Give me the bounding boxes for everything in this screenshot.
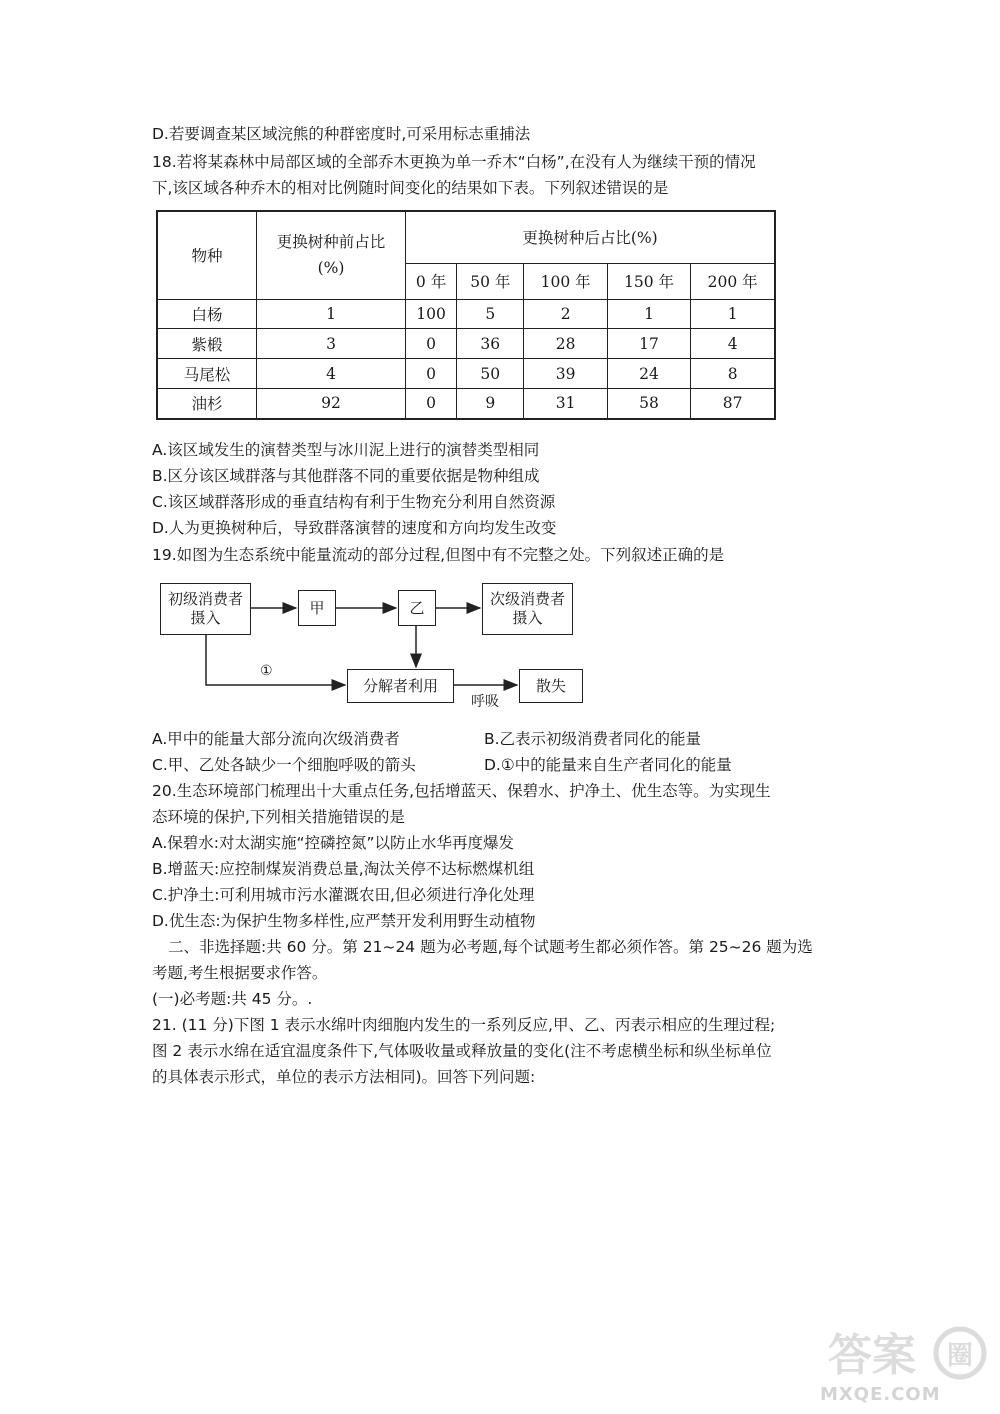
- q20-option-c: C.护净土:可利用城市污水灌溉农田,但必须进行净化处理: [152, 886, 535, 904]
- table-cell: 50: [457, 359, 524, 389]
- q20-stem-line1: 20.生态环境部门梳理出十大重点任务,包括增蓝天、保碧水、护净土、优生态等。为实现生: [152, 782, 771, 800]
- table-cell: 紫椴: [157, 329, 257, 359]
- q18-stem-line2: 下,该区域各种乔木的相对比例随时间变化的结果如下表。下列叙述错误的是: [152, 179, 669, 197]
- table-header-before: 更换树种前占比(%): [257, 211, 406, 299]
- section2-line2: 考题,考生根据要求作答。: [152, 964, 328, 982]
- table-cell: 100: [406, 299, 457, 329]
- table-cell: 4: [257, 359, 406, 389]
- q20-option-a: A.保碧水:对太湖实施“控磷控氮”以防止水华再度爆发: [152, 834, 515, 852]
- q18-option-a: A.该区域发生的演替类型与冰川泥上进行的演替类型相同: [152, 441, 540, 459]
- svg-text:答案: 答案: [828, 1330, 916, 1381]
- q18-option-d: D.人为更换树种后，导致群落演替的速度和方向均发生改变: [152, 519, 557, 537]
- table-cell: 8: [691, 359, 775, 389]
- table-cell: 0: [406, 359, 457, 389]
- svg-text:圈: 圈: [947, 1341, 974, 1371]
- q19-option-b: B.乙表示初级消费者同化的能量: [484, 730, 702, 748]
- species-ratio-table: [156, 210, 776, 420]
- q20-option-d: D.优生态:为保护生物多样性,应严禁开发利用野生动植物: [152, 912, 536, 930]
- pathway-1-label: ①: [260, 663, 273, 679]
- table-header-after: 更换树种后占比(%): [406, 211, 776, 263]
- table-year: 50 年: [457, 263, 524, 299]
- table-cell: 0: [406, 329, 457, 359]
- table-cell: 9: [457, 388, 524, 419]
- q18-option-b: B.区分该区域群落与其他群落不同的重要依据是物种组成: [152, 467, 540, 485]
- table-cell: 87: [691, 388, 775, 419]
- table-row: [157, 329, 775, 359]
- table-row: [157, 388, 775, 419]
- table-cell: 92: [257, 388, 406, 419]
- table-cell: 1: [607, 299, 690, 329]
- table-cell: 1: [257, 299, 406, 329]
- table-cell: 58: [607, 388, 690, 419]
- q21-stem-line3: 的具体表示形式，单位的表示方法相同)。回答下列问题:: [152, 1068, 536, 1086]
- q18-option-c: C.该区域群落形成的垂直结构有利于生物充分利用自然资源: [152, 493, 556, 511]
- table-cell: 马尾松: [157, 359, 257, 389]
- yi-box: 乙: [398, 590, 436, 626]
- table-row: [157, 359, 775, 389]
- q19-option-a: A.甲中的能量大部分流向次级消费者: [152, 730, 400, 748]
- section2-line1: 二、非选择题:共 60 分。第 21~24 题为必考题,每个试题考生都必须作答。第 25~26 题为选: [168, 938, 813, 956]
- q18-stem-line1: 18.若将某森林中局部区域的全部乔木更换为单一乔木“白杨”,在没有人为继续干预的情况: [152, 153, 756, 171]
- table-year: 200 年: [691, 263, 775, 299]
- table-cell: 39: [524, 359, 607, 389]
- q19-option-c: C.甲、乙处各缺少一个细胞呼吸的箭头: [152, 756, 416, 774]
- q17-option-d: D.若要调查某区域浣熊的种群密度时,可采用标志重捕法: [152, 125, 531, 143]
- jia-box: 甲: [298, 590, 336, 626]
- dissipate-box: 散失: [519, 669, 583, 703]
- table-cell: 白杨: [157, 299, 257, 329]
- q19-stem: 19.如图为生态系统中能量流动的部分过程,但图中有不完整之处。下列叙述正确的是: [152, 546, 725, 564]
- table-year: 0 年: [406, 263, 457, 299]
- watermark-text: MXQE.COM: [820, 1384, 941, 1405]
- table-cell: 24: [607, 359, 690, 389]
- energy-flow-diagram: [152, 578, 602, 718]
- q21-stem-line2: 图 2 表示水绵在适宜温度条件下,气体吸收量或释放量的变化(注不考虑横坐标和纵坐标单位: [152, 1042, 772, 1060]
- table-header-species: 物种: [157, 211, 257, 299]
- secondary-consumer-intake-box: 次级消费者摄入: [482, 583, 573, 635]
- section2-line3: (一)必考题:共 45 分。.: [152, 990, 313, 1008]
- table-cell: 5: [457, 299, 524, 329]
- q20-option-b: B.增蓝天:应控制煤炭消费总量,淘汰关停不达标燃煤机组: [152, 860, 535, 878]
- q19-option-d: D.①中的能量来自生产者同化的能量: [484, 756, 732, 774]
- table-cell: 3: [257, 329, 406, 359]
- table-year: 100 年: [524, 263, 607, 299]
- table-cell: 28: [524, 329, 607, 359]
- table-year: 150 年: [607, 263, 690, 299]
- table-cell: 17: [607, 329, 690, 359]
- table-cell: 2: [524, 299, 607, 329]
- table-cell: 4: [691, 329, 775, 359]
- table-cell: 36: [457, 329, 524, 359]
- q20-stem-line2: 态环境的保护,下列相关措施错误的是: [152, 808, 405, 826]
- table-row: [157, 299, 775, 329]
- table-cell: 油杉: [157, 388, 257, 419]
- table-cell: 1: [691, 299, 775, 329]
- q21-stem-line1: 21. (11 分)下图 1 表示水绵叶肉细胞内发生的一系列反应,甲、乙、丙表示相应的生理过程;: [152, 1016, 776, 1034]
- table-cell: 31: [524, 388, 607, 419]
- primary-consumer-intake-box: 初级消费者摄入: [160, 583, 251, 635]
- table-cell: 0: [406, 388, 457, 419]
- decomposer-box: 分解者利用: [347, 669, 454, 703]
- respiration-label: 呼吸: [471, 694, 499, 710]
